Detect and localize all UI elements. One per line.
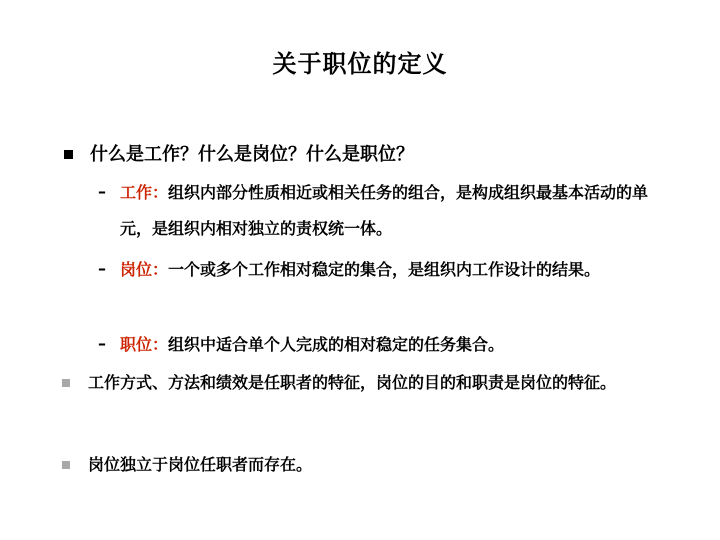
- definition-post-text: 一个或多个工作相对稳定的集合，是组织内工作设计的结果。: [168, 260, 601, 279]
- definition-post: [120, 252, 650, 288]
- square-bullet-icon: [62, 379, 70, 387]
- definition-work: [120, 175, 650, 247]
- definition-position: [120, 327, 650, 363]
- term-work: 工作：: [120, 183, 169, 202]
- term-post: 岗位：: [120, 260, 169, 279]
- slide-title: 关于职位的定义: [272, 50, 448, 78]
- square-bullet-icon: [64, 150, 73, 159]
- dash-bullet-icon: –: [98, 334, 106, 353]
- definition-work-text: 组织内部分性质相近或相关任务的组合，是构成组织最基本活动的单元，是组织内相对独立的责权统一体。: [120, 183, 649, 238]
- bullet-characteristics: 工作方式、方法和绩效是任职者的特征，岗位的目的和职责是岗位的特征。: [88, 373, 617, 392]
- bullet-questions: 什么是工作？什么是岗位？什么是职位？: [90, 144, 414, 165]
- definition-position-text: 组织中适合单个人完成的相对稳定的任务集合。: [168, 335, 505, 354]
- dash-bullet-icon: –: [98, 182, 106, 201]
- bullet-independence: 岗位独立于岗位任职者而存在。: [88, 455, 313, 474]
- term-position: 职位：: [120, 335, 169, 354]
- square-bullet-icon: [62, 461, 70, 469]
- dash-bullet-icon: –: [98, 259, 106, 278]
